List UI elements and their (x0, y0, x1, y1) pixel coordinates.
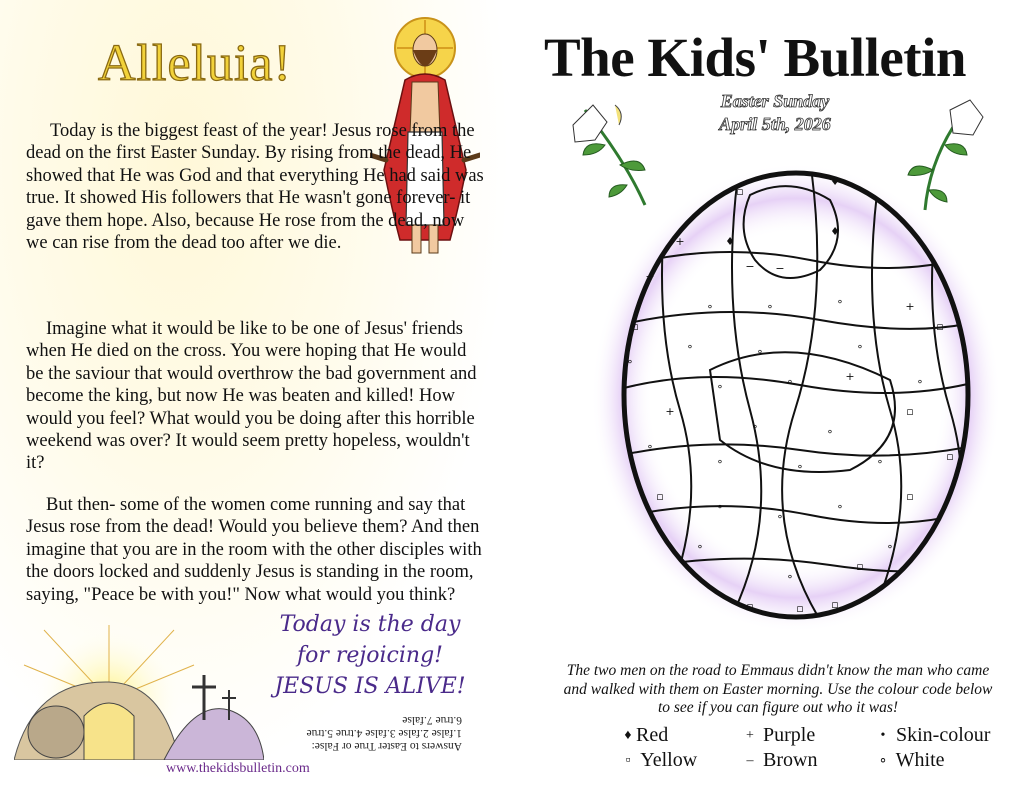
svg-text:+: + (645, 270, 655, 283)
svg-text:∘: ∘ (876, 455, 884, 468)
svg-text:▫: ▫ (856, 560, 864, 573)
dash-icon: ‒ (746, 753, 754, 768)
legend-label: Skin-colour (896, 724, 991, 746)
answers-line: 1.false 2.false 3.false 4.true 5.true (306, 727, 462, 739)
svg-text:−: − (745, 260, 755, 273)
svg-text:▫: ▫ (946, 450, 954, 463)
women-paragraph: But then- some of the women come running and say that Jesus rose from the dead! Would you believe them? And then imagine that you are in the room with the other disciples with the doors locked and suddenly Jesus is standing in the room, saying, "Peace be with you!" Now what would you think? (26, 495, 482, 605)
svg-text:∘: ∘ (836, 500, 844, 513)
svg-text:+: + (675, 235, 685, 248)
svg-text:∘: ∘ (856, 340, 864, 353)
svg-text:▫: ▫ (906, 490, 914, 503)
svg-text:▫: ▫ (656, 490, 664, 503)
imagine-paragraph: Imagine what it would be like to be one of Jesus' friends when He died on the cross. You were hoping that He would be the saviour that would overthrow the bad government and become the king, but now He was beaten and killed! How would you feel? What would you be doing after this horrible weekend was over? It would seem pretty hopeless, wouldn't it? (26, 319, 477, 474)
svg-text:−: − (775, 262, 785, 275)
svg-text:∘: ∘ (786, 570, 794, 583)
square-icon: ▫ (625, 753, 631, 768)
svg-text:∘: ∘ (786, 375, 794, 388)
rejoice-line: for rejoicing! (297, 643, 443, 668)
emmaus-caption: The two men on the road to Emmaus didn't know the man who came and walked with them on Easter morning. Use the colour code below to see if you can figure out who it was! (563, 662, 993, 716)
svg-text:∘: ∘ (716, 455, 724, 468)
svg-text:▫: ▫ (736, 185, 744, 198)
svg-text:▫: ▫ (906, 405, 914, 418)
svg-text:∘: ∘ (776, 510, 784, 523)
svg-text:∘: ∘ (766, 300, 774, 313)
legend-label: White (895, 749, 945, 771)
legend-item-purple (742, 724, 815, 747)
legend-label: Brown (763, 749, 818, 771)
svg-text:∘: ∘ (716, 500, 724, 513)
svg-text:∘: ∘ (796, 460, 804, 473)
date-subtitle (690, 90, 860, 136)
legend-item-red (620, 724, 668, 747)
svg-text:∘: ∘ (716, 380, 724, 393)
legend-label: Red (636, 724, 669, 746)
bulletin-title: The Kids' Bulletin (544, 27, 966, 88)
subtitle-date: April 5th, 2026 (719, 114, 831, 134)
legend-item-brown (742, 749, 817, 772)
svg-text:+: + (905, 300, 915, 313)
svg-text:♦: ♦ (725, 235, 735, 248)
circle-icon: ∘ (878, 753, 888, 768)
svg-text:∘: ∘ (706, 300, 714, 313)
alleluia-heading: Alleluia! (98, 35, 292, 92)
diamond-icon: ♦ (624, 728, 632, 743)
svg-text:∘: ∘ (916, 375, 924, 388)
svg-text:▫: ▫ (796, 602, 804, 615)
svg-text:∘: ∘ (696, 540, 704, 553)
legend-label: Yellow (640, 749, 698, 771)
rejoice-line: Today is the day (279, 612, 461, 637)
svg-text:∘: ∘ (751, 420, 759, 433)
svg-text:♦: ♦ (830, 225, 840, 238)
answers-line: 6.true 7.false (402, 714, 462, 726)
svg-text:▫: ▫ (831, 598, 839, 611)
svg-text:∘: ∘ (646, 440, 654, 453)
svg-text:▫: ▫ (746, 600, 754, 613)
answers-line: Answers to Easter True or False: (311, 740, 462, 752)
svg-text:∘: ∘ (886, 540, 894, 553)
dot-icon: • (880, 728, 886, 743)
rejoice-line: JESUS IS ALIVE! (274, 674, 466, 699)
svg-text:+: + (845, 370, 855, 383)
empty-tomb-illustration (14, 620, 264, 760)
color-by-code-egg (590, 150, 1010, 630)
legend-label: Purple (763, 724, 816, 746)
legend-item-skin-colour (875, 724, 990, 747)
svg-text:∘: ∘ (756, 345, 764, 358)
legend-item-white (875, 749, 945, 772)
svg-text:♦: ♦ (830, 175, 840, 188)
website-link[interactable]: www.thekidsbulletin.com (166, 761, 310, 776)
svg-text:∘: ∘ (826, 425, 834, 438)
svg-text:∘: ∘ (686, 340, 694, 353)
plus-icon: + (746, 728, 754, 743)
rejoicing-message (255, 609, 485, 702)
svg-text:∘: ∘ (626, 355, 634, 368)
svg-text:∘: ∘ (836, 295, 844, 308)
upside-down-answers (262, 713, 462, 752)
svg-text:▫: ▫ (936, 320, 944, 333)
legend-item-yellow (620, 749, 697, 772)
intro-paragraph: Today is the biggest feast of the year! Jesus rose from the dead on the first Easter Sunday. By rising from the dead, He showed that He was God and that everything He had said was true. It showed His followers that He wasn't gone forever- it gave them hope. Also, because He rose from the dead, now we can rise from the dead too after we die. (26, 121, 484, 254)
svg-text:▫: ▫ (631, 320, 639, 333)
subtitle-occasion: Easter Sunday (720, 91, 830, 111)
svg-text:+: + (665, 405, 675, 418)
